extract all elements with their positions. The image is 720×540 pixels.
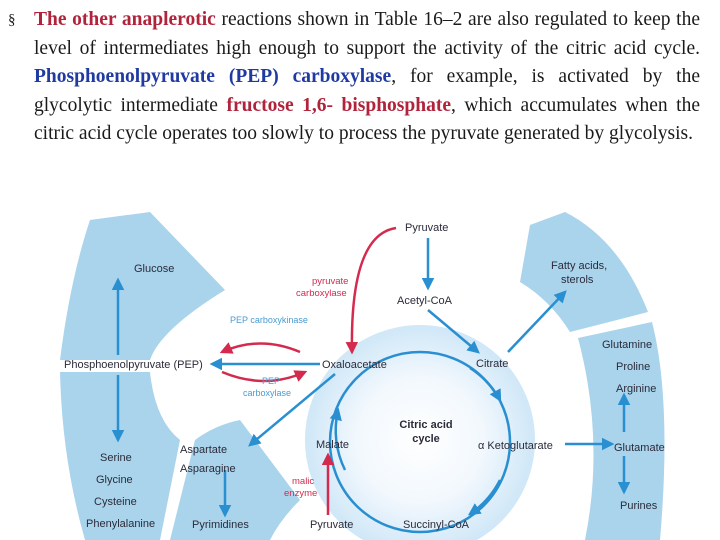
label-serine: Serine — [100, 452, 132, 464]
label-citrate: Citrate — [476, 358, 509, 370]
cycle-subtitle: cycle — [412, 433, 440, 445]
text-run-3: , which accumulates when the citric acid cycle operates too slowly to process the pyruvate generated by glycolysis. — [34, 94, 700, 145]
label-pyrimidines: Pyrimidines — [192, 519, 249, 531]
label-pep: Phosphoenolpyruvate (PEP) — [64, 359, 203, 371]
label-glycine: Glycine — [96, 474, 133, 486]
bullet-icon: § — [8, 12, 16, 28]
label-glucose: Glucose — [134, 263, 175, 275]
text-run-2: , for example, is activated by the glycolytic intermediate — [34, 66, 700, 116]
cycle-title: Citric acid — [399, 419, 453, 431]
label-glutamate: Glutamate — [614, 442, 665, 454]
label-purines: Purines — [620, 500, 658, 512]
label-pyruvate-bottom: Pyruvate — [310, 519, 354, 531]
label-glutamine: Glutamine — [602, 339, 653, 351]
label-fatty-acids-2: sterols — [561, 274, 594, 286]
label-fatty-acids-1: Fatty acids, — [551, 260, 608, 272]
panel-top-left — [60, 212, 225, 360]
enzyme-pep-carboxykinase: PEP carboxykinase — [230, 315, 308, 325]
panel-top-right — [520, 212, 648, 332]
label-oxaloacetate: Oxaloacetate — [322, 359, 387, 371]
text-run-1: reactions shown in Table 16–2 are also regulated to keep the level of intermediates high enough to support the activity of the citric acid cycle. — [34, 9, 700, 59]
label-pyruvate-top: Pyruvate — [405, 222, 449, 234]
enzyme-pyruvate-carboxylase-2: carboxylase — [296, 288, 347, 299]
label-malate: Malate — [316, 439, 350, 451]
enzyme-malic-2: enzyme — [284, 488, 318, 499]
enzyme-pyruvate-carboxylase-1: pyruvate — [312, 276, 349, 287]
label-aspartate: Aspartate — [180, 444, 228, 456]
highlight-anaplerotic: The other anaplerotic — [34, 9, 216, 30]
label-asparagine: Asparagine — [180, 463, 236, 475]
label-cysteine: Cysteine — [94, 496, 137, 508]
enzyme-pep-carboxylase-2: carboxylase — [243, 388, 292, 398]
label-ketoglutarate: α Ketoglutarate — [478, 440, 553, 452]
label-acetyl-coa: Acetyl-CoA — [397, 295, 453, 307]
highlight-pep-carboxylase: Phosphoenolpyruvate (PEP) carboxylase — [34, 66, 392, 88]
arrow-pep-carboxykinase — [222, 344, 300, 353]
highlight-fructose-bisphosphate: fructose 1,6- bisphosphate — [226, 94, 451, 116]
label-arginine: Arginine — [616, 383, 657, 395]
label-proline: Proline — [616, 361, 651, 373]
enzyme-malic-1: malic — [292, 476, 315, 487]
label-phenylalanine: Phenylalanine — [86, 518, 156, 530]
label-succinyl-coa: Succinyl-CoA — [403, 519, 470, 531]
arrow-citrate-fatty — [508, 292, 565, 352]
enzyme-pep-carboxylase-1: PEP — [262, 376, 281, 386]
